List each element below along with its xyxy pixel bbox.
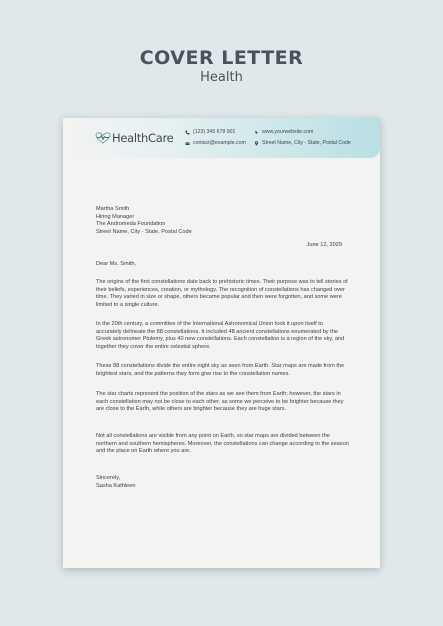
paragraph: The star charts represent the position of the stars as we see them from Earth; however, the stars in each constellation may not be close to each other, as some we perceive to be brighter because they are close to the Earth, while others are brighter because they are huge stars. — [96, 391, 344, 413]
cursor-icon — [254, 130, 259, 135]
contact-website — [254, 128, 313, 136]
page-subtitle: Health — [200, 70, 243, 85]
recipient-name: Martha Smith — [96, 206, 130, 212]
paragraph: These 88 constellations divide the entire night sky as seen from Earth. Star maps are made from the brightest stars, and the patterns they form give rise to the constellation names. — [96, 363, 345, 377]
address-text: Street Name, City - State, Postal Code — [262, 140, 351, 146]
contact-address — [254, 139, 351, 147]
recipient-block — [96, 206, 192, 236]
paragraph: In the 20th century, a committee of the International Astronomical Union took it upon itself to accurately delineate the 88 constellations. It included 48 ancient constellations enumerated by the Greek astronomer Ptolemy, plus 40 new constellations. Each constellation is a region of the sky, and together they cover the entire celestial sphere. — [96, 321, 345, 350]
contact-email — [185, 139, 246, 147]
mail-icon — [185, 141, 190, 146]
recipient-address: Street Name, City - State, Postal Code — [96, 228, 192, 235]
greeting: Dear Ms. Smith, — [96, 261, 137, 267]
logo — [95, 130, 173, 146]
closing-block — [96, 475, 136, 490]
recipient-organization: The Andromeda Foundation — [96, 221, 166, 228]
location-pin-icon — [254, 141, 259, 146]
valediction: Sincerely, — [96, 475, 121, 481]
phone-icon — [185, 130, 190, 135]
letter-page — [63, 118, 380, 568]
phone-text: (123) 345 678 901 — [193, 129, 236, 135]
letter-date: June 12, 2029 — [306, 242, 342, 248]
signature-name: Sasha Kathleen — [96, 482, 136, 489]
email-text: contact@example.com — [193, 140, 246, 146]
paragraph: The origins of the first constellations date back to prehistoric times. Their purpose was to tell stories of their beliefs, experiences, creation, or mythology. The recognition of constellations has changed over time. They varied in size or shape, others became popular and then were forgotten, and some were limited to a single culture. — [96, 279, 348, 308]
logo-text: HealthCare — [112, 131, 174, 145]
recipient-role: Hiring Manager — [96, 213, 135, 220]
website-text: www.yourwebsite.com — [262, 129, 314, 135]
page-title: COVER LETTER — [139, 47, 304, 69]
heartbeat-icon — [95, 132, 111, 144]
contact-phone — [185, 128, 235, 136]
paragraph: Not all constellations are visible from any point on Earth, so star maps are divided between the northern and southern hemispheres. Moreover, the constellations can change according to the season and the place on Earth where you are. — [96, 433, 349, 455]
